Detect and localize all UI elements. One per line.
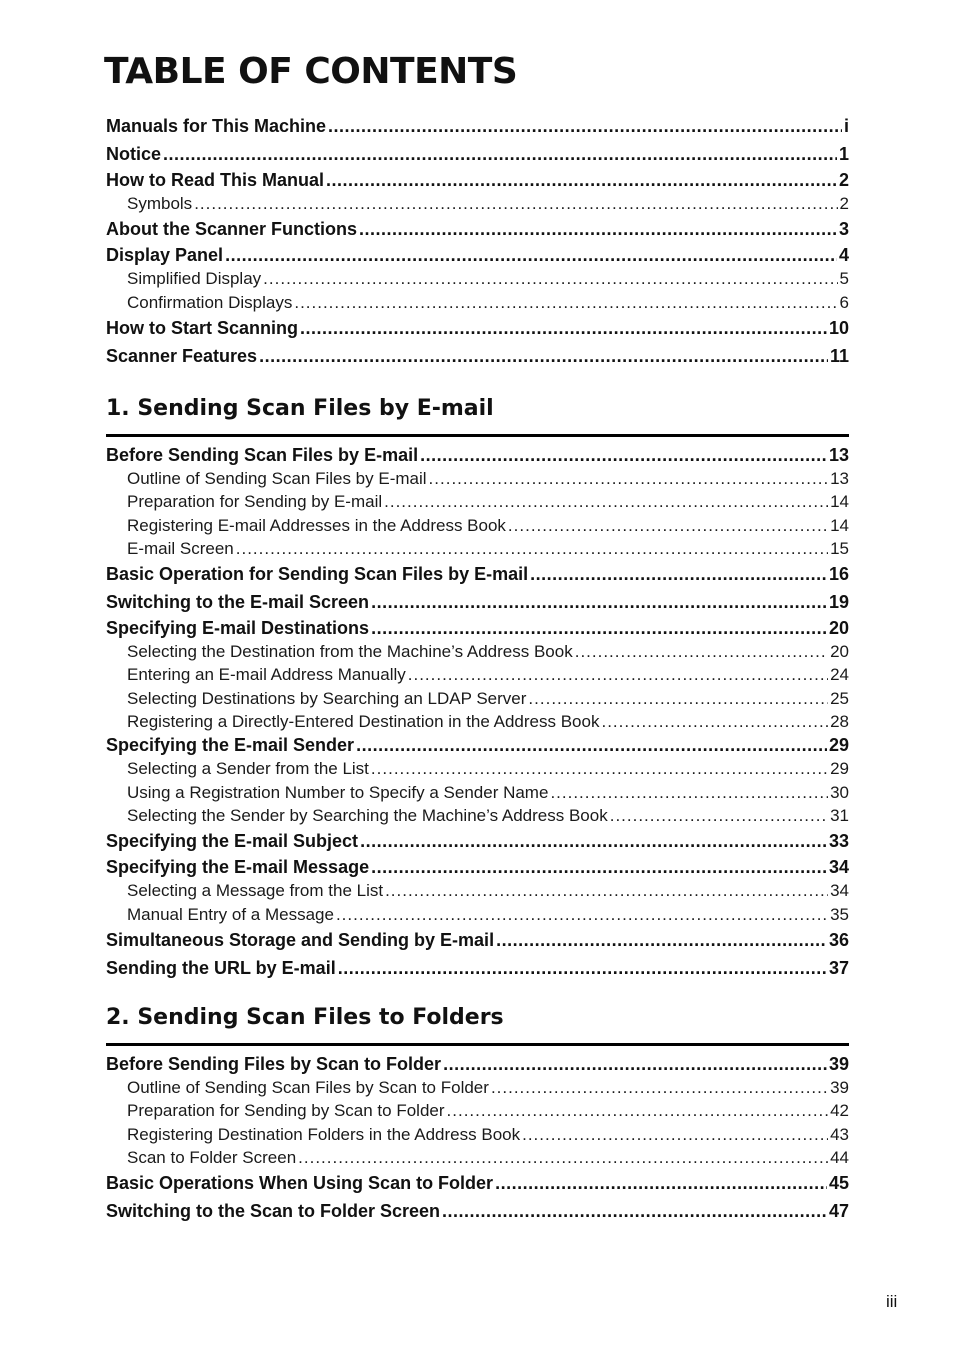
toc-entry[interactable]	[106, 733, 849, 757]
dot-leader	[371, 588, 827, 616]
toc-page-number: 2	[838, 170, 849, 190]
toc-entry-title: About the Scanner Functions	[106, 219, 358, 240]
toc-entry-title: Notice	[106, 144, 162, 164]
dot-leader	[408, 663, 828, 686]
toc-page-number: 34	[828, 857, 849, 878]
toc-page-number: 14	[830, 492, 849, 512]
toc-page-number: 1	[838, 144, 849, 164]
toc-subentry[interactable]	[106, 781, 849, 804]
dot-leader	[601, 710, 828, 733]
toc-entry-title: Using a Registration Number to Specify a Sender Name	[127, 782, 549, 802]
toc-page-number: 30	[830, 782, 849, 802]
toc-entry[interactable]	[106, 1052, 849, 1076]
toc-page-number: 47	[828, 1201, 849, 1222]
toc-page-number: 28	[830, 712, 849, 732]
toc-page-number: 29	[828, 735, 849, 756]
toc-entry-title: Before Sending Scan Files by E-mail	[106, 445, 419, 465]
dot-leader	[443, 1052, 827, 1076]
dot-leader	[550, 781, 828, 804]
toc-subentry[interactable]	[106, 1146, 849, 1169]
toc-page-number: 6	[839, 292, 849, 312]
toc-subentry[interactable]	[106, 640, 849, 663]
toc-subentry[interactable]	[106, 192, 849, 215]
toc-entry-title: Simplified Display	[127, 269, 262, 289]
dot-leader	[371, 616, 827, 640]
dot-leader	[263, 267, 837, 290]
toc-entry-title: Before Sending Files by Scan to Folder	[106, 1054, 442, 1074]
dot-leader	[225, 243, 837, 267]
toc-entry-title: Entering an E-mail Address Manually	[127, 665, 406, 685]
toc-entry-title: Selecting a Message from the List	[127, 881, 384, 901]
dot-leader	[328, 112, 842, 140]
toc-entry-title: Specifying E-mail Destinations	[106, 618, 370, 639]
dot-leader	[298, 1146, 828, 1169]
toc-entry[interactable]	[106, 168, 849, 192]
toc-entry[interactable]	[106, 616, 849, 640]
toc-subentry[interactable]	[106, 291, 849, 314]
toc-entry[interactable]	[106, 215, 849, 243]
toc-entry-title: Preparation for Sending by Scan to Folder	[127, 1101, 445, 1121]
chapter-1-list	[106, 443, 849, 982]
toc-subentry[interactable]	[106, 687, 849, 710]
toc-entry-title: Scan to Folder Screen	[127, 1147, 297, 1167]
toc-entry-title: Basic Operations When Using Scan to Folder	[106, 1173, 494, 1194]
toc-page-number: 39	[830, 1078, 849, 1097]
toc-entry-title: Registering a Directly-Entered Destination in the Address Book	[127, 712, 600, 732]
dot-leader	[447, 1099, 829, 1122]
toc-entry-title: Specifying the E-mail Subject	[106, 831, 359, 852]
toc-page-number: 19	[828, 592, 849, 613]
dot-leader	[163, 140, 837, 168]
dot-leader	[442, 1197, 827, 1225]
dot-leader	[371, 757, 828, 780]
toc-page-number: 2	[839, 194, 849, 213]
toc-page-number: 4	[838, 245, 849, 266]
toc-entry-title: Basic Operation for Sending Scan Files by E-mail	[106, 564, 529, 585]
toc-page-number: 3	[838, 219, 849, 240]
toc-entry-title: Outline of Sending Scan Files by E-mail	[127, 469, 427, 488]
toc-page-number: 43	[830, 1124, 849, 1144]
toc-page-number: 14	[830, 515, 849, 535]
toc-subentry[interactable]	[106, 710, 849, 733]
dot-leader	[495, 1169, 827, 1197]
toc-page-number: 25	[830, 688, 849, 708]
toc-entry[interactable]	[106, 954, 849, 982]
toc-subentry[interactable]	[106, 514, 849, 537]
dot-leader	[528, 687, 828, 710]
toc-entry-title: Preparation for Sending by E-mail	[127, 492, 383, 512]
toc-entry-title: Outline of Sending Scan Files by Scan to Folder	[127, 1078, 489, 1097]
toc-entry-title: Manual Entry of a Message	[127, 904, 334, 924]
toc-page-number: 42	[830, 1101, 849, 1121]
toc-subentry[interactable]	[106, 1099, 849, 1122]
toc-entry[interactable]	[106, 827, 849, 855]
toc-entry[interactable]	[106, 560, 849, 588]
toc-page-number: i	[843, 116, 849, 136]
page-title: TABLE OF CONTENTS	[104, 51, 518, 92]
dot-leader	[385, 879, 828, 902]
toc-entry[interactable]	[106, 342, 849, 370]
toc-page-number: 20	[828, 618, 849, 639]
dot-leader	[294, 291, 837, 314]
dot-leader	[336, 903, 828, 926]
toc-subentry[interactable]	[106, 467, 849, 490]
toc-page-number: 36	[828, 929, 849, 950]
toc-entry-title: Switching to the E-mail Screen	[106, 592, 370, 613]
toc-subentry[interactable]	[106, 663, 849, 686]
toc-entry-title: Switching to the Scan to Folder Screen	[106, 1201, 441, 1222]
dot-leader	[610, 804, 828, 827]
toc-entry-title: Selecting the Destination from the Machine’s Address Book	[127, 642, 573, 662]
dot-leader	[356, 733, 827, 757]
toc-subentry[interactable]	[106, 903, 849, 926]
dot-leader	[236, 537, 828, 560]
dot-leader	[300, 314, 827, 342]
toc-entry[interactable]	[106, 1169, 849, 1197]
toc-page-number: 31	[830, 805, 849, 825]
dot-leader	[326, 168, 837, 192]
toc-subentry[interactable]	[106, 757, 849, 780]
toc-entry-title: Confirmation Displays	[127, 292, 293, 312]
page-number: iii	[886, 1292, 898, 1311]
dot-leader	[491, 1076, 828, 1099]
toc-page-number: 10	[828, 317, 849, 338]
toc-entry[interactable]	[106, 588, 849, 616]
dot-leader	[522, 1123, 828, 1146]
toc-entry[interactable]	[106, 140, 849, 168]
toc-entry[interactable]	[106, 112, 849, 140]
toc-page-number: 44	[830, 1147, 849, 1167]
toc-subentry[interactable]	[106, 1076, 849, 1099]
dot-leader	[496, 926, 827, 954]
toc-entry[interactable]	[106, 243, 849, 267]
front-matter-list	[106, 112, 849, 370]
toc-page-number: 15	[830, 538, 849, 558]
toc-entry-title: How to Read This Manual	[106, 170, 325, 190]
toc-entry-title: Registering E-mail Addresses in the Address Book	[127, 515, 506, 535]
toc-subentry[interactable]	[106, 1123, 849, 1146]
toc-subentry[interactable]	[106, 537, 849, 560]
toc-page-number: 13	[828, 445, 849, 465]
dot-leader	[508, 514, 828, 537]
toc-entry-title: Display Panel	[106, 245, 224, 266]
toc-page-number: 24	[830, 665, 849, 685]
toc-page-number: 20	[830, 642, 849, 662]
toc-entry-title: Sending the URL by E-mail	[106, 957, 336, 978]
toc-page-number: 35	[830, 904, 849, 924]
dot-leader	[371, 855, 827, 879]
toc-entry-title: Symbols	[127, 194, 193, 213]
toc-entry[interactable]	[106, 926, 849, 954]
toc-entry-title: How to Start Scanning	[106, 317, 299, 338]
toc-subentry[interactable]	[106, 267, 849, 290]
toc-page-number: 39	[828, 1054, 849, 1074]
chapter-1-section	[106, 394, 849, 982]
toc-subentry[interactable]	[106, 490, 849, 513]
toc-page-number: 33	[828, 831, 849, 852]
dot-leader	[360, 827, 827, 855]
dot-leader	[530, 560, 827, 588]
toc-entry-title: Simultaneous Storage and Sending by E-mail	[106, 929, 495, 950]
toc-entry-title: Selecting a Sender from the List	[127, 759, 369, 779]
dot-leader	[420, 443, 827, 467]
toc-page-number: 5	[839, 269, 849, 289]
toc-page-number: 45	[828, 1173, 849, 1194]
chapter-2-list	[106, 1052, 849, 1225]
dot-leader	[194, 192, 837, 215]
toc-page-number: 29	[830, 759, 849, 779]
toc-subentry[interactable]	[106, 879, 849, 902]
dot-leader	[429, 467, 829, 490]
toc-entry-title: E-mail Screen	[127, 538, 234, 558]
chapter-1-heading: 1. Sending Scan Files by E-mail	[106, 394, 849, 437]
dot-leader	[338, 954, 827, 982]
toc-page-number: 13	[830, 469, 849, 488]
dot-leader	[359, 215, 837, 243]
dot-leader	[259, 342, 828, 370]
toc-page-number: 16	[828, 564, 849, 585]
toc-entry-title: Selecting the Sender by Searching the Machine’s Address Book	[127, 805, 608, 825]
toc-entry[interactable]	[106, 443, 849, 467]
chapter-2-heading: 2. Sending Scan Files to Folders	[106, 1003, 849, 1046]
toc-entry[interactable]	[106, 314, 849, 342]
dot-leader	[384, 490, 828, 513]
toc-entry-title: Scanner Features	[106, 345, 258, 366]
toc-entry-title: Specifying the E-mail Sender	[106, 735, 355, 756]
toc-entry-title: Specifying the E-mail Message	[106, 857, 370, 878]
toc-entry[interactable]	[106, 855, 849, 879]
toc-page-number: 37	[828, 957, 849, 978]
toc-page-number: 34	[830, 881, 849, 901]
toc-entry-title: Registering Destination Folders in the Address Book	[127, 1124, 521, 1144]
toc-page-number: 11	[829, 345, 849, 366]
toc-entry[interactable]	[106, 1197, 849, 1225]
dot-leader	[575, 640, 828, 663]
chapter-2-section	[106, 1003, 849, 1225]
toc-subentry[interactable]	[106, 804, 849, 827]
toc-entry-title: Manuals for This Machine	[106, 116, 327, 136]
toc-entry-title: Selecting Destinations by Searching an LDAP Server	[127, 688, 527, 708]
